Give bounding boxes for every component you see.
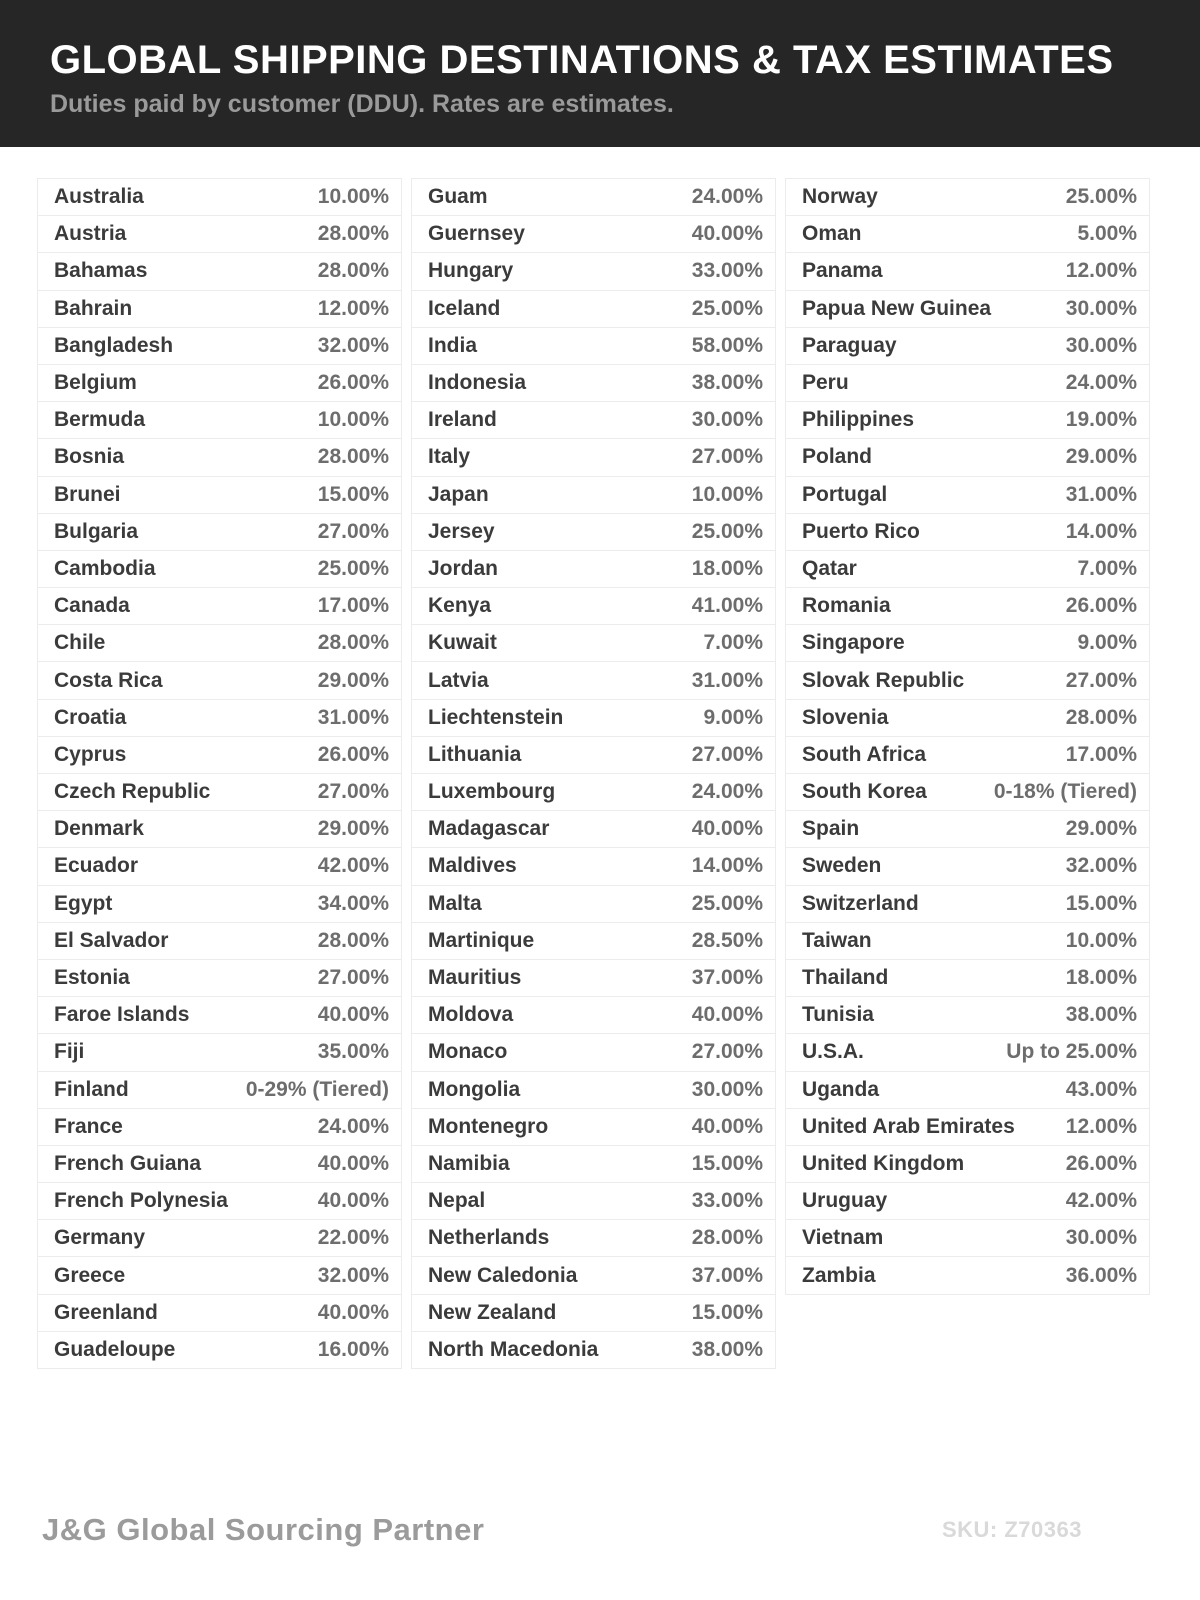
country-name: Mongolia [428,1077,521,1101]
table-row [37,1294,402,1332]
country-name: Philippines [802,408,915,432]
page-header [0,0,1200,147]
tax-rate: 58.00% [691,333,763,357]
tax-rate: 5.00% [1077,222,1137,246]
country-name: Nepal [428,1189,486,1213]
tax-rate: 17.00% [317,594,389,618]
tax-rate: 30.00% [1065,296,1137,320]
tax-rate: 26.00% [1065,1151,1137,1175]
tax-rate: 27.00% [691,1040,763,1064]
table-row [785,959,1150,997]
tax-rate: 24.00% [691,185,763,209]
tax-rate: 9.00% [1077,631,1137,655]
tax-rate: 28.00% [317,222,389,246]
table-row [411,513,776,551]
tax-rate: 40.00% [691,222,763,246]
country-name: Guam [428,185,488,209]
tax-rate: 33.00% [691,259,763,283]
tax-rate: 28.00% [317,928,389,952]
tax-rate: 10.00% [317,185,389,209]
table-row [785,327,1150,365]
tax-rate: 27.00% [317,519,389,543]
country-name: North Macedonia [428,1337,599,1361]
table-row [37,1219,402,1257]
table-row [37,847,402,885]
tax-rate: 29.00% [317,817,389,841]
table-row [37,1108,402,1146]
country-name: Madagascar [428,817,550,841]
tax-rate: 0-29% (Tiered) [245,1077,389,1101]
tax-rate: 12.00% [1065,259,1137,283]
tax-rate-table [37,178,1150,1369]
country-name: Ireland [428,408,497,432]
country-name: Greenland [54,1300,158,1324]
table-row [37,1033,402,1071]
country-name: Romania [802,594,891,618]
page-subtitle: Duties paid by customer (DDU). Rates are estimates. [50,90,674,118]
table-row [37,624,402,662]
table-row [785,885,1150,923]
table-row [411,290,776,328]
tax-rate: 40.00% [691,817,763,841]
table-row [37,661,402,699]
tax-rate: 42.00% [1065,1189,1137,1213]
table-row [785,438,1150,476]
table-row [411,364,776,402]
country-name: Japan [428,482,489,506]
tax-rate: 25.00% [691,296,763,320]
tax-rate: 10.00% [691,482,763,506]
country-name: Denmark [54,817,144,841]
table-row [411,1256,776,1294]
table-row [37,810,402,848]
country-name: Guernsey [428,222,525,246]
table-row [411,252,776,290]
table-row [411,327,776,365]
country-name: Sweden [802,854,882,878]
tax-rate: 30.00% [691,1077,763,1101]
country-name: Netherlands [428,1226,550,1250]
country-name: Italy [428,445,471,469]
tax-rate: 32.00% [317,333,389,357]
country-name: Montenegro [428,1114,549,1138]
country-name: Austria [54,222,127,246]
tax-rate: 38.00% [691,1337,763,1361]
country-name: Brunei [54,482,121,506]
tax-rate: 28.00% [317,259,389,283]
country-name: Uruguay [802,1189,888,1213]
tax-rate: 36.00% [1065,1263,1137,1287]
country-name: Greece [54,1263,126,1287]
table-row [37,476,402,514]
tax-rate: 29.00% [317,668,389,692]
tax-rate: 26.00% [1065,594,1137,618]
tax-rate: 25.00% [691,891,763,915]
table-row [785,513,1150,551]
table-row [37,959,402,997]
tax-rate: 40.00% [691,1114,763,1138]
table-row [37,215,402,253]
country-name: Qatar [802,556,857,580]
country-name: Paraguay [802,333,897,357]
table-row [37,550,402,588]
table-row [785,1108,1150,1146]
country-name: Czech Republic [54,780,211,804]
tax-rate: 28.00% [1065,705,1137,729]
tax-rate: 15.00% [317,482,389,506]
table-row [37,587,402,625]
tax-rate: 27.00% [317,966,389,990]
table-row [411,699,776,737]
country-name: Costa Rica [54,668,163,692]
country-name: New Zealand [428,1300,557,1324]
country-name: Chile [54,631,106,655]
table-row [37,736,402,774]
country-name: Australia [54,185,144,209]
country-name: Indonesia [428,371,527,395]
country-name: Panama [802,259,883,283]
country-name: Iceland [428,296,501,320]
table-row [785,178,1150,216]
table-row [411,847,776,885]
table-row [785,587,1150,625]
table-row [785,847,1150,885]
table-row [785,699,1150,737]
tax-rate: 15.00% [691,1300,763,1324]
table-row [411,1033,776,1071]
table-row [785,1071,1150,1109]
brand-name: J&G Global Sourcing Partner [42,1512,485,1547]
country-name: Canada [54,594,130,618]
country-name: Tunisia [802,1003,874,1027]
country-name: South Korea [802,780,927,804]
country-name: Spain [802,817,860,841]
tax-rate: 28.00% [317,631,389,655]
country-name: U.S.A. [802,1040,864,1064]
tax-rate: 22.00% [317,1226,389,1250]
table-row [37,513,402,551]
tax-rate: 27.00% [691,742,763,766]
tax-rate: 25.00% [1065,185,1137,209]
table-row [411,736,776,774]
sku-label: SKU: Z70363 [941,1517,1082,1542]
table-row [785,476,1150,514]
country-name: Hungary [428,259,514,283]
country-name: Malta [428,891,482,915]
country-name: Liechtenstein [428,705,564,729]
tax-rate: 14.00% [1065,519,1137,543]
tax-rate: 10.00% [1065,928,1137,952]
tax-rate: 33.00% [691,1189,763,1213]
country-name: Bahamas [54,259,148,283]
table-row [411,773,776,811]
country-name: Papua New Guinea [802,296,992,320]
tax-rate: 7.00% [1077,556,1137,580]
country-name: Slovenia [802,705,889,729]
tax-rate: 40.00% [317,1151,389,1175]
country-name: Finland [54,1077,129,1101]
country-name: Fiji [54,1040,85,1064]
tax-rate: 16.00% [317,1337,389,1361]
country-name: Cyprus [54,742,127,766]
tax-rate: 14.00% [691,854,763,878]
table-row [37,885,402,923]
country-name: France [54,1114,123,1138]
country-name: Peru [802,371,849,395]
table-row [411,661,776,699]
table-row [411,550,776,588]
country-name: United Kingdom [802,1151,965,1175]
country-name: Uganda [802,1077,880,1101]
tax-rate: 10.00% [317,408,389,432]
country-name: Jersey [428,519,495,543]
tax-rate: 31.00% [691,668,763,692]
country-name: Guadeloupe [54,1337,176,1361]
tax-rate: 28.50% [691,928,763,952]
table-row [411,1108,776,1146]
table-row [411,1331,776,1369]
country-name: Bangladesh [54,333,174,357]
table-row [37,364,402,402]
table-column-1 [37,178,402,1369]
page-footer [0,1512,1200,1548]
table-row [37,327,402,365]
tax-rate: 24.00% [1065,371,1137,395]
table-row [785,773,1150,811]
table-row [37,996,402,1034]
country-name: India [428,333,478,357]
tax-rate: 29.00% [1065,445,1137,469]
tax-rate: 34.00% [317,891,389,915]
table-row [37,290,402,328]
country-name: Bahrain [54,296,133,320]
country-name: Puerto Rico [802,519,920,543]
country-name: Bermuda [54,408,146,432]
country-name: Norway [802,185,878,209]
table-row [411,587,776,625]
tax-rate: 30.00% [1065,333,1137,357]
country-name: Maldives [428,854,517,878]
tax-rate: 40.00% [317,1300,389,1324]
table-row [411,624,776,662]
table-row [411,885,776,923]
table-row [785,736,1150,774]
table-row [411,476,776,514]
table-row [37,438,402,476]
tax-rate: 41.00% [691,594,763,618]
tax-rate: 27.00% [1065,668,1137,692]
table-row [785,810,1150,848]
table-row [785,1182,1150,1220]
tax-rate: 25.00% [691,519,763,543]
tax-rate: 31.00% [317,705,389,729]
table-row [411,1071,776,1109]
country-name: New Caledonia [428,1263,578,1287]
table-row [411,215,776,253]
tax-rate: 30.00% [1065,1226,1137,1250]
country-name: Faroe Islands [54,1003,190,1027]
table-row [785,922,1150,960]
tax-rate: 28.00% [317,445,389,469]
table-row [37,1145,402,1183]
table-column-2 [411,178,776,1369]
country-name: South Africa [802,742,927,766]
tax-rate: 37.00% [691,1263,763,1287]
tax-rate: 25.00% [317,556,389,580]
tax-rate: 40.00% [691,1003,763,1027]
tax-rate: 43.00% [1065,1077,1137,1101]
table-row [411,959,776,997]
country-name: Namibia [428,1151,510,1175]
table-row [785,364,1150,402]
tax-rate: 35.00% [317,1040,389,1064]
table-row [37,1182,402,1220]
tax-rate: 15.00% [691,1151,763,1175]
tax-rate: 40.00% [317,1189,389,1213]
country-name: Croatia [54,705,127,729]
country-name: Mauritius [428,966,522,990]
tax-rate: 38.00% [1065,1003,1137,1027]
table-row [785,1145,1150,1183]
table-row [785,215,1150,253]
tax-rate: 27.00% [317,780,389,804]
tax-rate: 7.00% [703,631,763,655]
table-row [411,1219,776,1257]
table-row [37,178,402,216]
country-name: Egypt [54,891,113,915]
country-name: United Arab Emirates [802,1114,1015,1138]
tax-rate: 26.00% [317,742,389,766]
tax-rate: 28.00% [691,1226,763,1250]
country-name: Estonia [54,966,130,990]
table-row [37,1331,402,1369]
tax-rate: 32.00% [1065,854,1137,878]
table-row [411,1294,776,1332]
page-title: GLOBAL SHIPPING DESTINATIONS & TAX ESTIMATES [50,38,1114,82]
country-name: Ecuador [54,854,139,878]
country-name: Thailand [802,966,889,990]
tax-rate: 12.00% [317,296,389,320]
table-row [785,550,1150,588]
country-name: Bosnia [54,445,125,469]
country-name: Taiwan [802,928,872,952]
table-row [411,1182,776,1220]
tax-rate: 24.00% [317,1114,389,1138]
country-name: Kenya [428,594,492,618]
tax-rate: Up to 25.00% [1006,1040,1137,1064]
table-row [411,438,776,476]
country-name: Belgium [54,371,137,395]
country-name: Vietnam [802,1226,884,1250]
table-row [785,290,1150,328]
tax-rate: 32.00% [317,1263,389,1287]
country-name: French Polynesia [54,1189,228,1213]
country-name: Monaco [428,1040,508,1064]
tax-rate: 18.00% [1065,966,1137,990]
tax-rate: 30.00% [691,408,763,432]
tax-rate: 9.00% [703,705,763,729]
country-name: Luxembourg [428,780,556,804]
country-name: Slovak Republic [802,668,965,692]
table-row [785,996,1150,1034]
table-row [785,1219,1150,1257]
tax-rate: 15.00% [1065,891,1137,915]
table-row [785,1256,1150,1294]
country-name: Poland [802,445,873,469]
tax-rate: 27.00% [691,445,763,469]
table-row [37,1071,402,1109]
tax-rate: 0-18% (Tiered) [993,780,1137,804]
table-row [785,401,1150,439]
tax-rate: 12.00% [1065,1114,1137,1138]
table-column-3 [785,178,1150,1295]
country-name: Germany [54,1226,146,1250]
tax-rate: 37.00% [691,966,763,990]
table-row [411,922,776,960]
country-name: El Salvador [54,928,169,952]
table-row [785,252,1150,290]
tax-rate: 42.00% [317,854,389,878]
table-row [37,401,402,439]
country-name: Martinique [428,928,535,952]
country-name: Bulgaria [54,519,139,543]
table-row [785,661,1150,699]
table-row [37,699,402,737]
table-row [785,1033,1150,1071]
tax-rate: 17.00% [1065,742,1137,766]
country-name: Cambodia [54,556,156,580]
country-name: Lithuania [428,742,522,766]
table-row [37,773,402,811]
country-name: Moldova [428,1003,514,1027]
table-row [37,252,402,290]
country-name: Jordan [428,556,499,580]
table-row [411,996,776,1034]
table-row [411,178,776,216]
tax-rate: 40.00% [317,1003,389,1027]
tax-rate: 31.00% [1065,482,1137,506]
country-name: Singapore [802,631,905,655]
country-name: French Guiana [54,1151,202,1175]
tax-rate: 26.00% [317,371,389,395]
country-name: Switzerland [802,891,919,915]
country-name: Oman [802,222,862,246]
country-name: Zambia [802,1263,876,1287]
table-row [785,624,1150,662]
country-name: Kuwait [428,631,497,655]
table-row [411,1145,776,1183]
tax-rate: 29.00% [1065,817,1137,841]
tax-rate: 24.00% [691,780,763,804]
table-row [411,401,776,439]
country-name: Latvia [428,668,489,692]
tax-rate: 19.00% [1065,408,1137,432]
tax-rate: 38.00% [691,371,763,395]
table-row [37,1256,402,1294]
table-row [411,810,776,848]
table-row [37,922,402,960]
country-name: Portugal [802,482,888,506]
tax-rate: 18.00% [691,556,763,580]
